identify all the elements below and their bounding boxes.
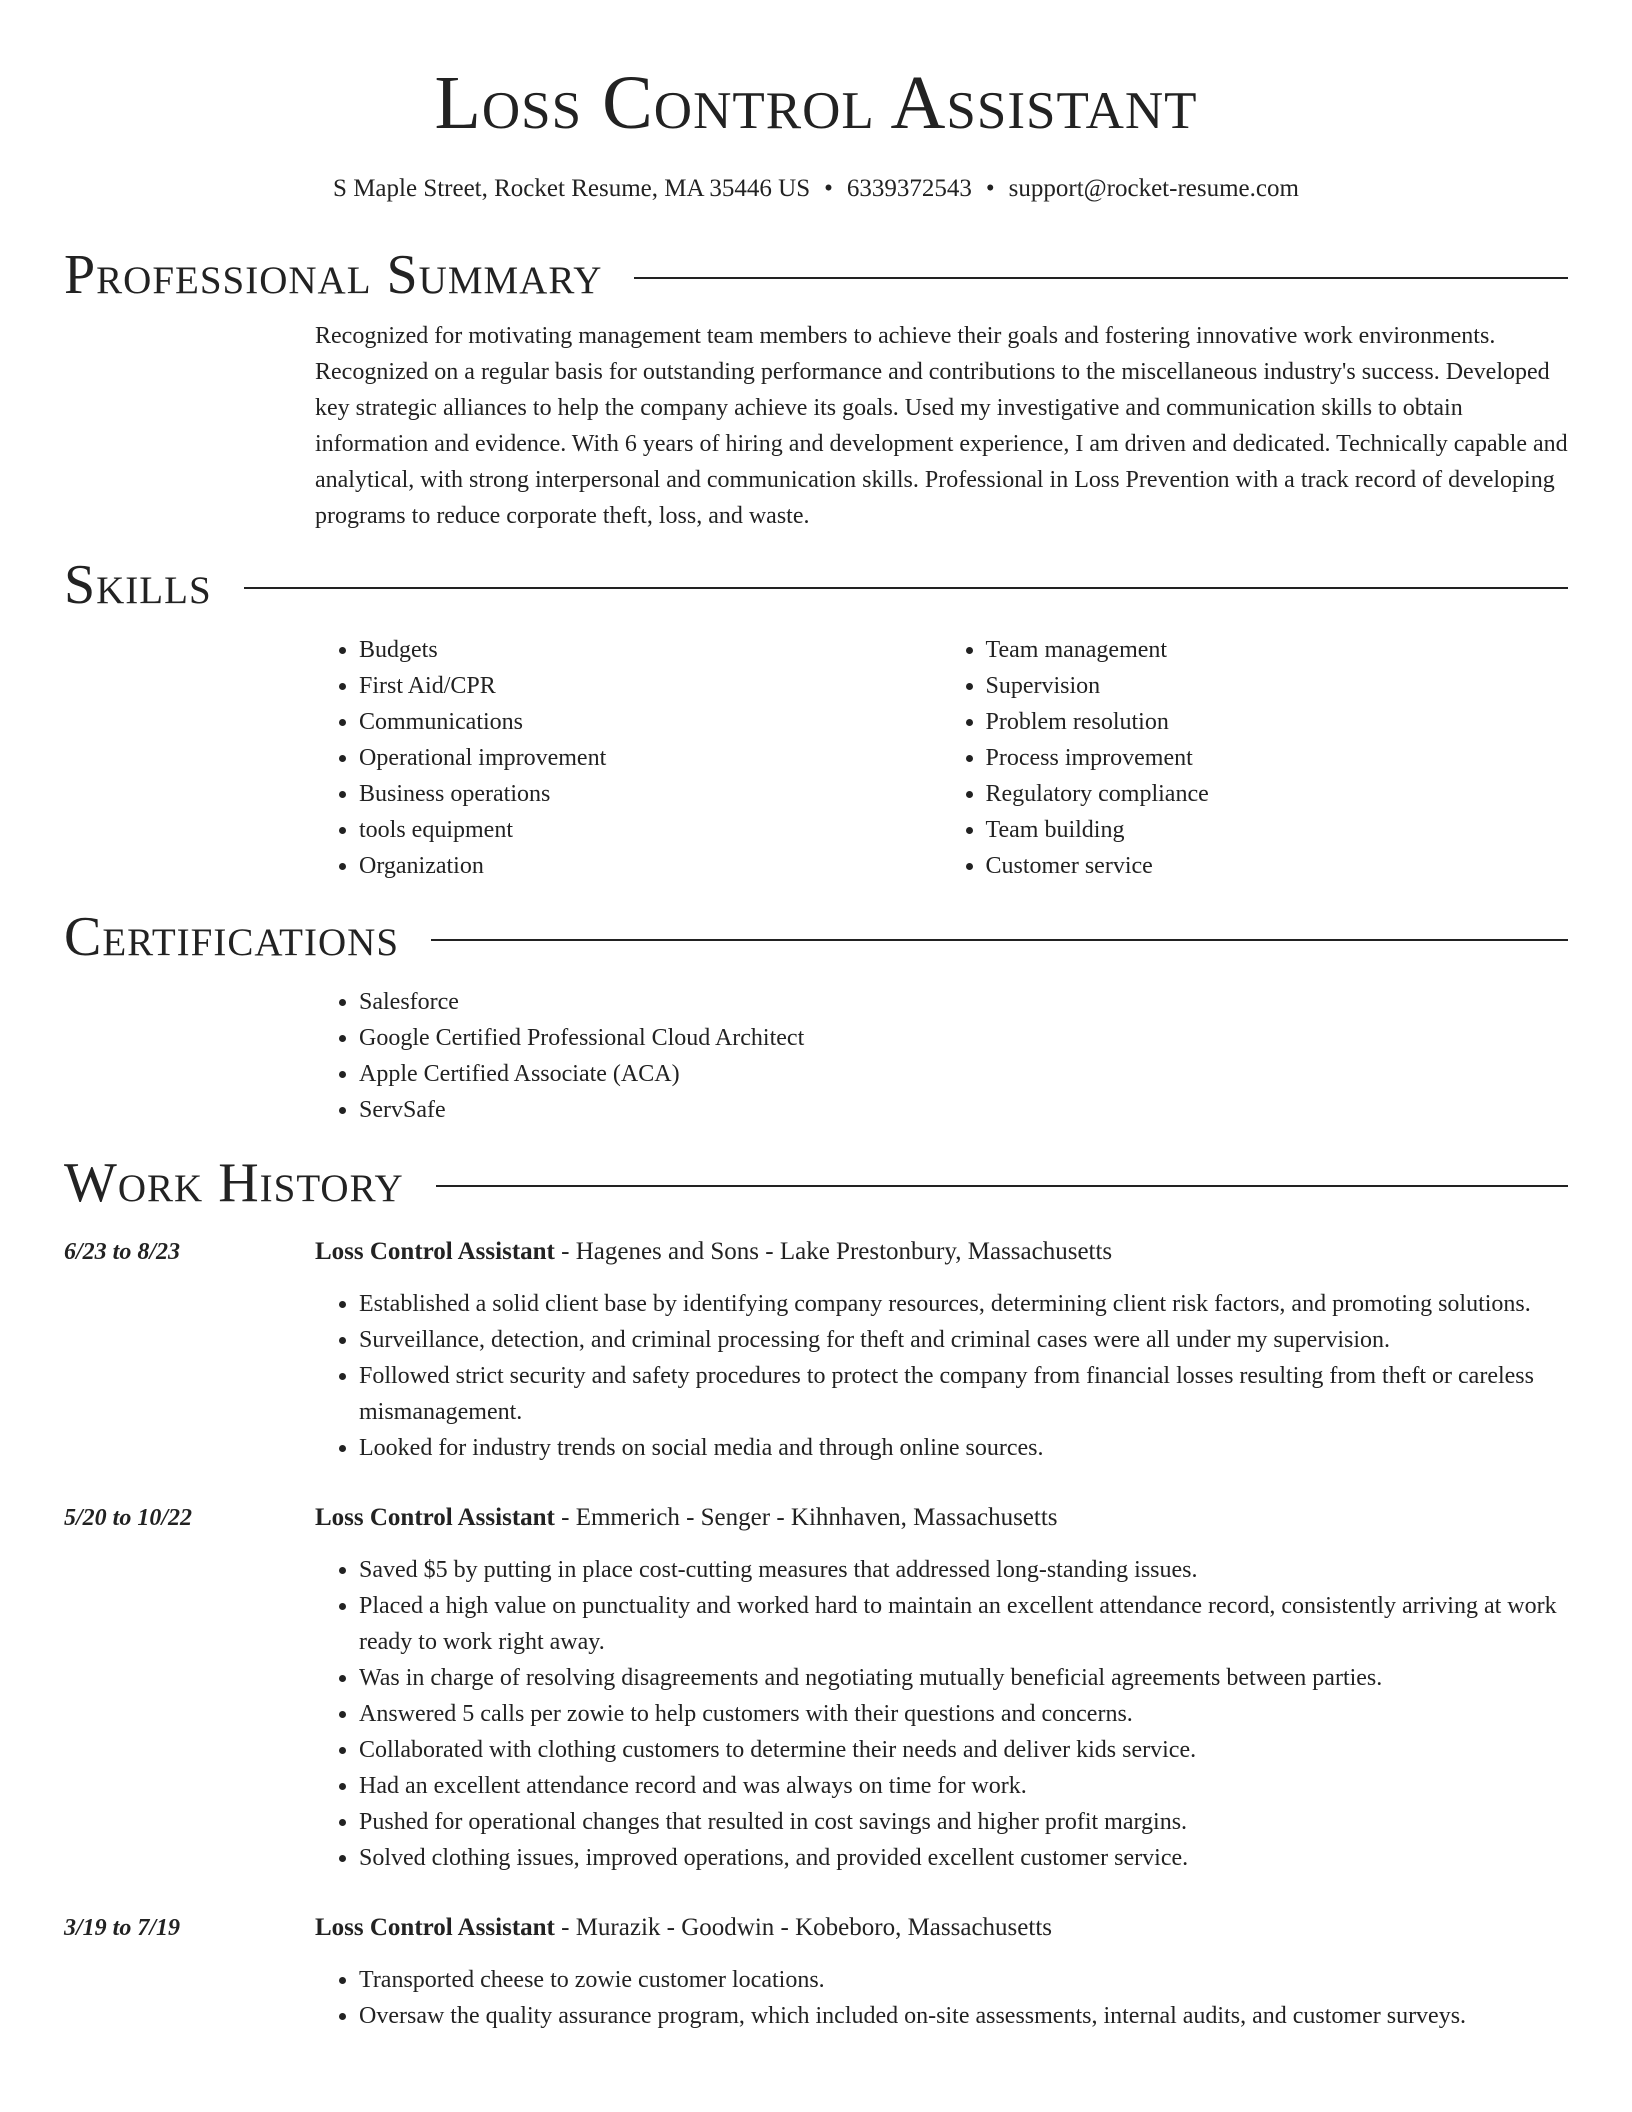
work-entry <box>64 1500 1568 1876</box>
job-bullet: • Answered 5 calls per zowie to help customers with their questions and concerns. <box>359 1696 1568 1732</box>
certifications-heading: Certifications <box>64 906 400 968</box>
job-bullet: • Collaborated with clothing customers to determine their needs and deliver kids service. <box>359 1732 1568 1768</box>
skill-item: • Team management <box>986 632 1569 668</box>
candidate-name: Loss Control Assistant <box>434 61 1198 145</box>
job-bullet: • Saved $5 by putting in place cost-cutting measures that addressed long-standing issues. <box>359 1552 1568 1588</box>
work-entry <box>64 1910 1568 2034</box>
summary-text: Recognized for motivating management team members to achieve their goals and fostering innovative work environments. Recognized on a regular basis for outstanding performance and contributions to the miscellaneous industry's success. Developed key strategic alliances to help the company achieve its goals. Used my investigative and communication skills to obtain information and evidence. With 6 years of hiring and development experience, I am driven and dedicated. Technically capable and analytical, with strong interpersonal and communication skills. Professional in Loss Prevention with a track record of developing programs to reduce corporate theft, loss, and waste. <box>315 323 1568 529</box>
resume-page <box>64 0 1568 2034</box>
skill-item: • First Aid/CPR <box>359 668 942 704</box>
contact-address: S Maple Street, Rocket Resume, MA 35446 US <box>333 175 811 202</box>
skill-item: • Communications <box>359 704 942 740</box>
certifications-list <box>315 984 1568 1128</box>
job-bullet: • Was in charge of resolving disagreements and negotiating mutually beneficial agreements between parties. <box>359 1660 1568 1696</box>
skill-item: • Customer service <box>986 848 1569 884</box>
work-entry <box>64 1234 1568 1466</box>
contact-email[interactable]: support@rocket-resume.com <box>1008 175 1299 202</box>
job-bullet: • Had an excellent attendance record and was always on time for work. <box>359 1768 1568 1804</box>
job-detail <box>315 1910 1568 2034</box>
job-dates: 3/19 to 7/19 <box>64 1915 181 1941</box>
job-title-line <box>315 1910 1568 1946</box>
job-bullet: • Followed strict security and safety procedures to protect the company from financial losses resulting from theft or careless mismanagement. <box>359 1358 1568 1430</box>
job-bullet: • Looked for industry trends on social media and through online sources. <box>359 1430 1568 1466</box>
job-dates: 5/20 to 10/22 <box>64 1505 193 1531</box>
skill-item: • Supervision <box>986 668 1569 704</box>
skill-item: • Organization <box>359 848 942 884</box>
certification-item: • Salesforce <box>359 984 1568 1020</box>
skill-item: • Problem resolution <box>986 704 1569 740</box>
certification-item: • Apple Certified Associate (ACA) <box>359 1056 1568 1092</box>
contact-separator: • <box>985 175 995 202</box>
job-bullet: • Established a solid client base by identifying company resources, determining client risk factors, and promoting solutions. <box>359 1286 1568 1322</box>
skill-item: • Budgets <box>359 632 942 668</box>
work-heading: Work History <box>64 1152 404 1214</box>
skill-item: • Operational improvement <box>359 740 942 776</box>
skill-item: • tools equipment <box>359 812 942 848</box>
contact-separator: • <box>824 175 833 202</box>
contact-phone[interactable]: 6339372543 <box>846 175 972 202</box>
skills-section-header <box>64 550 1568 620</box>
contact-line <box>64 172 1568 206</box>
section-divider <box>244 587 1568 589</box>
job-detail <box>315 1500 1568 1876</box>
job-title: Loss Control Assistant <box>315 1504 555 1531</box>
work-section-header <box>64 1148 1568 1218</box>
certifications-section-header <box>64 902 1568 972</box>
job-bullet: • Solved clothing issues, improved operations, and provided excellent customer service. <box>359 1840 1568 1876</box>
skill-item: • Team building <box>986 812 1569 848</box>
skill-item: • Regulatory compliance <box>986 776 1569 812</box>
certification-item: • Google Certified Professional Cloud Architect <box>359 1020 1568 1056</box>
job-bullet: • Surveillance, detection, and criminal processing for theft and criminal cases were all under my supervision. <box>359 1322 1568 1358</box>
skill-item: • Process improvement <box>986 740 1569 776</box>
job-bullet: • Transported cheese to zowie customer locations. <box>359 1962 1568 1998</box>
skills-list-left <box>315 632 942 884</box>
job-bullets <box>315 1286 1568 1466</box>
job-title-line <box>315 1500 1568 1536</box>
skills-heading: Skills <box>64 554 212 616</box>
section-divider <box>431 939 1568 941</box>
certifications-section <box>315 984 1568 1128</box>
job-bullet: • Placed a high value on punctuality and worked hard to maintain an excellent attendance record, consistently arriving at work ready to work right away. <box>359 1588 1568 1660</box>
job-bullet: • Oversaw the quality assurance program, which included on-site assessments, internal audits, and customer surveys. <box>359 1998 1568 2034</box>
job-title: Loss Control Assistant <box>315 1238 555 1265</box>
job-title: Loss Control Assistant <box>315 1914 555 1941</box>
job-employer: - Hagenes and Sons - Lake Prestonbury, Massachusetts <box>554 1238 1113 1265</box>
summary-section <box>315 318 1568 534</box>
job-dates: 6/23 to 8/23 <box>64 1239 181 1265</box>
job-title-line <box>315 1234 1568 1270</box>
section-divider <box>634 277 1568 279</box>
job-employer: - Emmerich - Senger - Kihnhaven, Massachusetts <box>554 1504 1058 1531</box>
certification-item: • ServSafe <box>359 1092 1568 1128</box>
skill-item: • Business operations <box>359 776 942 812</box>
skills-section <box>315 632 1568 884</box>
section-divider <box>436 1185 1568 1187</box>
job-bullets <box>315 1962 1568 2034</box>
skills-list-right <box>942 632 1569 884</box>
summary-section-header <box>64 240 1568 310</box>
job-employer: - Murazik - Goodwin - Kobeboro, Massachusetts <box>554 1914 1052 1941</box>
job-bullets <box>315 1552 1568 1876</box>
job-bullet: • Pushed for operational changes that resulted in cost savings and higher profit margins. <box>359 1804 1568 1840</box>
job-detail <box>315 1234 1568 1466</box>
summary-heading: Professional Summary <box>64 244 603 306</box>
